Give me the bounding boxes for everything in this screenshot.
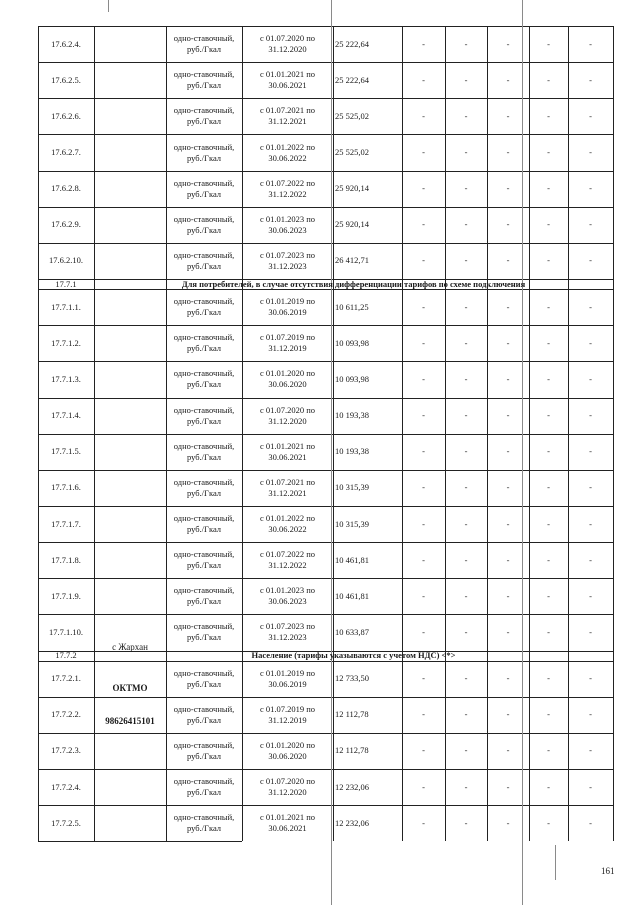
- tariff-period: с 01.01.2023 по 30.06.2023: [259, 585, 316, 607]
- empty-dash-cell: -: [547, 110, 550, 121]
- row-code: 17.7.2.3.: [51, 745, 81, 756]
- tariff-period: с 01.07.2020 по 31.12.2020: [259, 776, 316, 798]
- row-code: 17.7.2.2.: [51, 709, 81, 720]
- tariff-value: 25 525,02: [335, 110, 369, 121]
- empty-dash-cell: -: [506, 147, 510, 157]
- empty-dash-cell: -: [422, 745, 425, 756]
- empty-dash-cell: -: [464, 183, 468, 194]
- empty-dash-cell: -: [547, 301, 550, 312]
- tariff-period: с 01.01.2020 по 30.06.2020: [259, 739, 316, 761]
- empty-dash-cell: -: [547, 410, 550, 421]
- tariff-value: 25 525,02: [335, 147, 369, 157]
- empty-dash-cell: -: [506, 745, 510, 756]
- empty-dash-cell: -: [422, 38, 425, 49]
- empty-dash-cell: -: [506, 518, 510, 529]
- row-code: 17.6.2.10.: [49, 255, 83, 266]
- tariff-period: с 01.07.2023 по 31.12.2023: [259, 621, 316, 643]
- tariff-unit: одно-ставочный, руб./Гкал: [173, 332, 235, 354]
- empty-dash-cell: -: [422, 673, 425, 684]
- empty-dash-cell: -: [589, 219, 592, 230]
- scan-artifact-line: [555, 845, 556, 880]
- empty-dash-cell: -: [547, 518, 550, 529]
- empty-dash-cell: -: [422, 74, 425, 85]
- empty-dash-cell: -: [464, 110, 468, 121]
- empty-dash-cell: -: [506, 110, 510, 121]
- tariff-period: с 01.01.2019 по 30.06.2019: [259, 667, 316, 689]
- empty-dash-cell: -: [589, 255, 592, 266]
- row-code: 17.7.2.1.: [51, 673, 81, 684]
- tariff-period: с 01.07.2021 по 31.12.2021: [259, 476, 316, 498]
- tariff-unit: одно-ставочный, руб./Гкал: [173, 703, 235, 725]
- empty-dash-cell: -: [422, 626, 425, 637]
- tariff-value: 10 193,38: [335, 410, 369, 421]
- empty-dash-cell: -: [464, 626, 468, 637]
- empty-dash-cell: -: [589, 817, 592, 828]
- tariff-unit: одно-ставочный, руб./Гкал: [173, 141, 235, 163]
- empty-dash-cell: -: [422, 518, 425, 529]
- tariff-value: 10 315,39: [335, 482, 369, 493]
- empty-dash-cell: -: [464, 255, 468, 266]
- tariff-period: с 01.01.2023 по 30.06.2023: [259, 213, 316, 235]
- empty-dash-cell: -: [422, 446, 425, 457]
- empty-dash-cell: -: [589, 745, 592, 756]
- empty-dash-cell: -: [506, 781, 510, 792]
- empty-dash-cell: -: [589, 781, 592, 792]
- tariff-unit: одно-ставочный, руб./Гкал: [173, 296, 235, 318]
- row-code: 17.7.1.8.: [51, 554, 81, 565]
- empty-dash-cell: -: [589, 38, 592, 49]
- tariff-value: 12 232,06: [335, 817, 369, 828]
- tariff-value: 25 920,14: [335, 219, 369, 230]
- tariff-period: с 01.01.2022 по 30.06.2022: [259, 141, 316, 163]
- tariff-value: 10 461,81: [335, 590, 369, 601]
- tariff-period: с 01.01.2021 по 30.06.2021: [259, 812, 316, 834]
- tariff-unit: одно-ставочный, руб./Гкал: [173, 213, 235, 235]
- empty-dash-cell: -: [589, 590, 592, 601]
- empty-dash-cell: -: [422, 373, 425, 384]
- tariff-value: 10 193,38: [335, 446, 369, 457]
- empty-dash-cell: -: [464, 518, 468, 529]
- tariff-value: 12 733,50: [335, 673, 369, 684]
- empty-dash-cell: -: [464, 446, 468, 457]
- empty-dash-cell: -: [506, 590, 510, 601]
- tariff-value: 10 461,81: [335, 554, 369, 565]
- section-code: 17.7.2: [55, 650, 77, 661]
- empty-dash-cell: -: [464, 337, 468, 348]
- tariff-unit: одно-ставочный, руб./Гкал: [173, 440, 235, 462]
- empty-dash-cell: -: [547, 781, 550, 792]
- empty-dash-cell: -: [589, 337, 592, 348]
- empty-dash-cell: -: [464, 781, 468, 792]
- empty-dash-cell: -: [547, 590, 550, 601]
- empty-dash-cell: -: [464, 673, 468, 684]
- empty-dash-cell: -: [547, 446, 550, 457]
- tariff-unit: одно-ставочный, руб./Гкал: [173, 33, 235, 55]
- empty-dash-cell: -: [464, 74, 468, 85]
- tariff-unit: одно-ставочный, руб./Гкал: [173, 249, 235, 271]
- oktmo-code: 98626415101: [105, 716, 155, 726]
- empty-dash-cell: -: [589, 301, 592, 312]
- tariff-unit: одно-ставочный, руб./Гкал: [173, 69, 235, 91]
- tariff-period: с 01.01.2021 по 30.06.2021: [259, 440, 316, 462]
- tariff-value: 12 232,06: [335, 781, 369, 792]
- empty-dash-cell: -: [589, 709, 592, 720]
- oktmo-label: ОКТМО: [112, 683, 148, 693]
- row-border: [38, 841, 242, 842]
- section-title: Население (тарифы указываются с учетом НДС) <*>: [251, 650, 456, 661]
- tariff-unit: одно-ставочный, руб./Гкал: [173, 404, 235, 426]
- row-code: 17.7.2.5.: [51, 817, 81, 828]
- tariff-value: 12 112,78: [335, 745, 369, 756]
- row-code: 17.7.1.5.: [51, 446, 81, 457]
- empty-dash-cell: -: [422, 301, 425, 312]
- empty-dash-cell: -: [464, 745, 468, 756]
- empty-dash-cell: -: [506, 255, 510, 266]
- scan-artifact-line: [108, 0, 109, 12]
- tariff-value: 10 093,98: [335, 373, 369, 384]
- row-code: 17.6.2.6.: [51, 110, 81, 121]
- empty-dash-cell: -: [422, 817, 425, 828]
- empty-dash-cell: -: [589, 673, 592, 684]
- empty-dash-cell: -: [422, 183, 425, 194]
- row-code: 17.6.2.4.: [51, 38, 81, 49]
- empty-dash-cell: -: [464, 38, 468, 49]
- empty-dash-cell: -: [547, 147, 550, 157]
- tariff-value: 25 920,14: [335, 183, 369, 194]
- empty-dash-cell: -: [464, 301, 468, 312]
- empty-dash-cell: -: [506, 673, 510, 684]
- empty-dash-cell: -: [464, 554, 468, 565]
- row-code: 17.7.1.10.: [49, 626, 83, 637]
- empty-dash-cell: -: [506, 709, 510, 720]
- empty-dash-cell: -: [422, 255, 425, 266]
- tariff-period: с 01.01.2020 по 30.06.2020: [259, 368, 316, 390]
- empty-dash-cell: -: [464, 147, 468, 157]
- empty-dash-cell: -: [506, 626, 510, 637]
- empty-dash-cell: -: [422, 590, 425, 601]
- empty-dash-cell: -: [506, 74, 510, 85]
- empty-dash-cell: -: [422, 147, 425, 157]
- tariff-period: с 01.07.2021 по 31.12.2021: [259, 105, 316, 127]
- empty-dash-cell: -: [464, 219, 468, 230]
- empty-dash-cell: -: [589, 183, 592, 194]
- empty-dash-cell: -: [547, 817, 550, 828]
- empty-dash-cell: -: [547, 673, 550, 684]
- empty-dash-cell: -: [506, 446, 510, 457]
- row-code: 17.7.1.9.: [51, 590, 81, 601]
- column-border: [613, 26, 614, 841]
- empty-dash-cell: -: [422, 110, 425, 121]
- tariff-period: с 01.07.2019 по 31.12.2019: [259, 332, 316, 354]
- tariff-period: с 01.01.2022 по 30.06.2022: [259, 513, 316, 534]
- empty-dash-cell: -: [547, 255, 550, 266]
- empty-dash-cell: -: [422, 554, 425, 565]
- tariff-unit: одно-ставочный, руб./Гкал: [173, 513, 235, 534]
- empty-dash-cell: -: [547, 38, 550, 49]
- tariff-value: 10 093,98: [335, 337, 369, 348]
- row-code: 17.7.2.4.: [51, 781, 81, 792]
- empty-dash-cell: -: [464, 373, 468, 384]
- row-code: 17.6.2.9.: [51, 219, 81, 230]
- empty-dash-cell: -: [506, 183, 510, 194]
- empty-dash-cell: -: [506, 38, 510, 49]
- empty-dash-cell: -: [422, 410, 425, 421]
- empty-dash-cell: -: [589, 554, 592, 565]
- empty-dash-cell: -: [547, 337, 550, 348]
- empty-dash-cell: -: [422, 337, 425, 348]
- row-code: 17.6.2.7.: [51, 147, 81, 157]
- empty-dash-cell: -: [547, 183, 550, 194]
- tariff-period: с 01.07.2020 по 31.12.2020: [259, 33, 316, 55]
- row-code: 17.7.1.2.: [51, 337, 81, 348]
- row-code: 17.6.2.8.: [51, 183, 81, 194]
- empty-dash-cell: -: [422, 482, 425, 493]
- tariff-unit: одно-ставочный, руб./Гкал: [173, 812, 235, 834]
- tariff-value: 25 222,64: [335, 74, 369, 85]
- row-code: 17.7.1.7.: [51, 518, 81, 529]
- empty-dash-cell: -: [547, 219, 550, 230]
- empty-dash-cell: -: [589, 626, 592, 637]
- tariff-unit: одно-ставочный, руб./Гкал: [173, 739, 235, 761]
- section-title: Для потребителей, в случае отсутствия дифференциации тарифов по схеме подключения: [181, 279, 526, 289]
- empty-dash-cell: -: [589, 446, 592, 457]
- tariff-value: 26 412,71: [335, 255, 369, 266]
- page-number: 161: [601, 866, 615, 876]
- tariff-value: 10 633,87: [335, 626, 369, 637]
- empty-dash-cell: -: [422, 219, 425, 230]
- empty-dash-cell: -: [547, 709, 550, 720]
- empty-dash-cell: -: [589, 410, 592, 421]
- tariff-value: 10 611,25: [335, 301, 369, 312]
- empty-dash-cell: -: [589, 518, 592, 529]
- tariff-period: с 01.07.2020 по 31.12.2020: [259, 404, 316, 426]
- tariff-value: 25 222,64: [335, 38, 369, 49]
- empty-dash-cell: -: [464, 817, 468, 828]
- empty-dash-cell: -: [589, 110, 592, 121]
- empty-dash-cell: -: [464, 482, 468, 493]
- tariff-unit: одно-ставочный, руб./Гкал: [173, 776, 235, 798]
- row-code: 17.7.1.4.: [51, 410, 81, 421]
- empty-dash-cell: -: [506, 301, 510, 312]
- empty-dash-cell: -: [422, 781, 425, 792]
- tariff-unit: одно-ставочный, руб./Гкал: [173, 621, 235, 643]
- empty-dash-cell: -: [506, 817, 510, 828]
- empty-dash-cell: -: [589, 147, 592, 157]
- empty-dash-cell: -: [547, 482, 550, 493]
- tariff-period: с 01.01.2021 по 30.06.2021: [259, 69, 316, 91]
- empty-dash-cell: -: [589, 482, 592, 493]
- row-code: 17.7.1.3.: [51, 373, 81, 384]
- empty-dash-cell: -: [547, 626, 550, 637]
- tariff-value: 12 112,78: [335, 709, 369, 720]
- empty-dash-cell: -: [506, 337, 510, 348]
- row-code: 17.7.1.1.: [51, 301, 81, 312]
- row-code: 17.7.1.6.: [51, 482, 81, 493]
- empty-dash-cell: -: [506, 219, 510, 230]
- tariff-period: с 01.07.2023 по 31.12.2023: [259, 249, 316, 271]
- empty-dash-cell: -: [464, 590, 468, 601]
- empty-dash-cell: -: [464, 410, 468, 421]
- tariff-value: 10 315,39: [335, 518, 369, 529]
- tariff-unit: одно-ставочный, руб./Гкал: [173, 105, 235, 127]
- empty-dash-cell: -: [464, 709, 468, 720]
- section-code: 17.7.1: [55, 279, 77, 289]
- settlement-name: с Жархан: [112, 642, 148, 652]
- empty-dash-cell: -: [506, 410, 510, 421]
- row-code: 17.6.2.5.: [51, 74, 81, 85]
- tariff-unit: одно-ставочный, руб./Гкал: [173, 476, 235, 498]
- empty-dash-cell: -: [506, 373, 510, 384]
- empty-dash-cell: -: [547, 74, 550, 85]
- tariff-unit: одно-ставочный, руб./Гкал: [173, 667, 235, 689]
- tariff-unit: одно-ставочный, руб./Гкал: [173, 585, 235, 607]
- empty-dash-cell: -: [589, 74, 592, 85]
- tariff-period: с 01.01.2019 по 30.06.2019: [259, 296, 316, 318]
- empty-dash-cell: -: [547, 373, 550, 384]
- tariff-unit: одно-ставочный, руб./Гкал: [173, 549, 235, 571]
- tariff-period: с 01.07.2019 по 31.12.2019: [259, 703, 316, 725]
- tariff-unit: одно-ставочный, руб./Гкал: [173, 368, 235, 390]
- tariff-period: с 01.07.2022 по 31.12.2022: [259, 177, 316, 199]
- empty-dash-cell: -: [422, 709, 425, 720]
- empty-dash-cell: -: [547, 554, 550, 565]
- tariff-period: с 01.07.2022 по 31.12.2022: [259, 549, 316, 571]
- empty-dash-cell: -: [589, 373, 592, 384]
- tariff-unit: одно-ставочный, руб./Гкал: [173, 177, 235, 199]
- empty-dash-cell: -: [547, 745, 550, 756]
- empty-dash-cell: -: [506, 554, 510, 565]
- empty-dash-cell: -: [506, 482, 510, 493]
